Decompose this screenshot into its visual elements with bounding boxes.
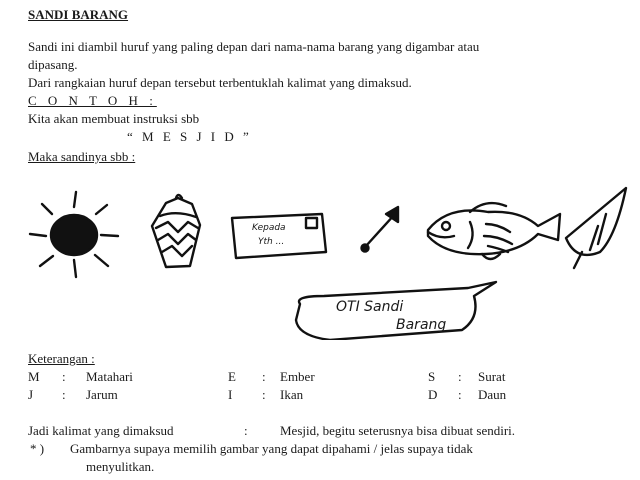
key-letter: I [228, 387, 233, 402]
key-separator: : [458, 387, 462, 402]
key-letter: M [28, 369, 40, 384]
intro-line-1: Sandi ini diambil huruf yang paling depan dari nama-nama barang yang digambar atau [28, 39, 480, 54]
sun-drawing [30, 192, 118, 277]
key-letter: D [428, 387, 438, 402]
key-word: Jarum [86, 387, 118, 402]
key-separator: : [262, 387, 266, 402]
envelope-drawing [232, 214, 326, 258]
result-heading: Maka sandinya sbb : [28, 149, 136, 164]
banner-text-1: OTI Sandi [336, 299, 404, 315]
conclusion-separator: : [244, 423, 248, 438]
key-word: Matahari [86, 369, 133, 384]
note-line-2: menyulitkan. [86, 459, 155, 474]
key-letter: S [428, 369, 436, 384]
key-word: Daun [478, 387, 507, 402]
instruction-line: Kita akan membuat instruksi sbb [28, 111, 200, 126]
conclusion-label: Jadi kalimat yang dimaksud [28, 423, 174, 438]
key-word: Ember [280, 369, 315, 384]
note-marker: * ) [30, 441, 45, 456]
intro-line-2: dipasang. [28, 57, 78, 72]
contoh-heading: C O N T O H : [28, 93, 157, 108]
fish-drawing [428, 203, 560, 259]
envelope-text-2: Yth ... [258, 237, 285, 247]
page-title: SANDI BARANG [28, 7, 129, 22]
key-separator: : [262, 369, 266, 384]
conclusion-text: Mesjid, begitu seterusnya bisa dibuat sendiri. [280, 423, 516, 438]
key-word: Ikan [280, 387, 304, 402]
note-line-1: Gambarnya supaya memilih gambar yang dapat dipahami / jelas supaya tidak [70, 441, 473, 456]
key-separator: : [62, 387, 66, 402]
keterangan-heading: Keterangan : [28, 351, 95, 366]
key-letter: E [228, 369, 236, 384]
leaf-drawing [566, 188, 626, 268]
key-letter: J [28, 387, 34, 402]
key-separator: : [458, 369, 462, 384]
needle-drawing [362, 207, 399, 252]
envelope-text-1: Kepada [252, 223, 286, 233]
example-word: “ M E S J I D ” [127, 129, 252, 144]
intro-line-3: Dari rangkaian huruf depan tersebut terbentuklah kalimat yang dimaksud. [28, 75, 412, 90]
key-word: Surat [478, 369, 506, 384]
key-separator: : [62, 369, 66, 384]
banner-text-2: Barang [396, 317, 447, 333]
bucket-drawing [152, 195, 200, 267]
